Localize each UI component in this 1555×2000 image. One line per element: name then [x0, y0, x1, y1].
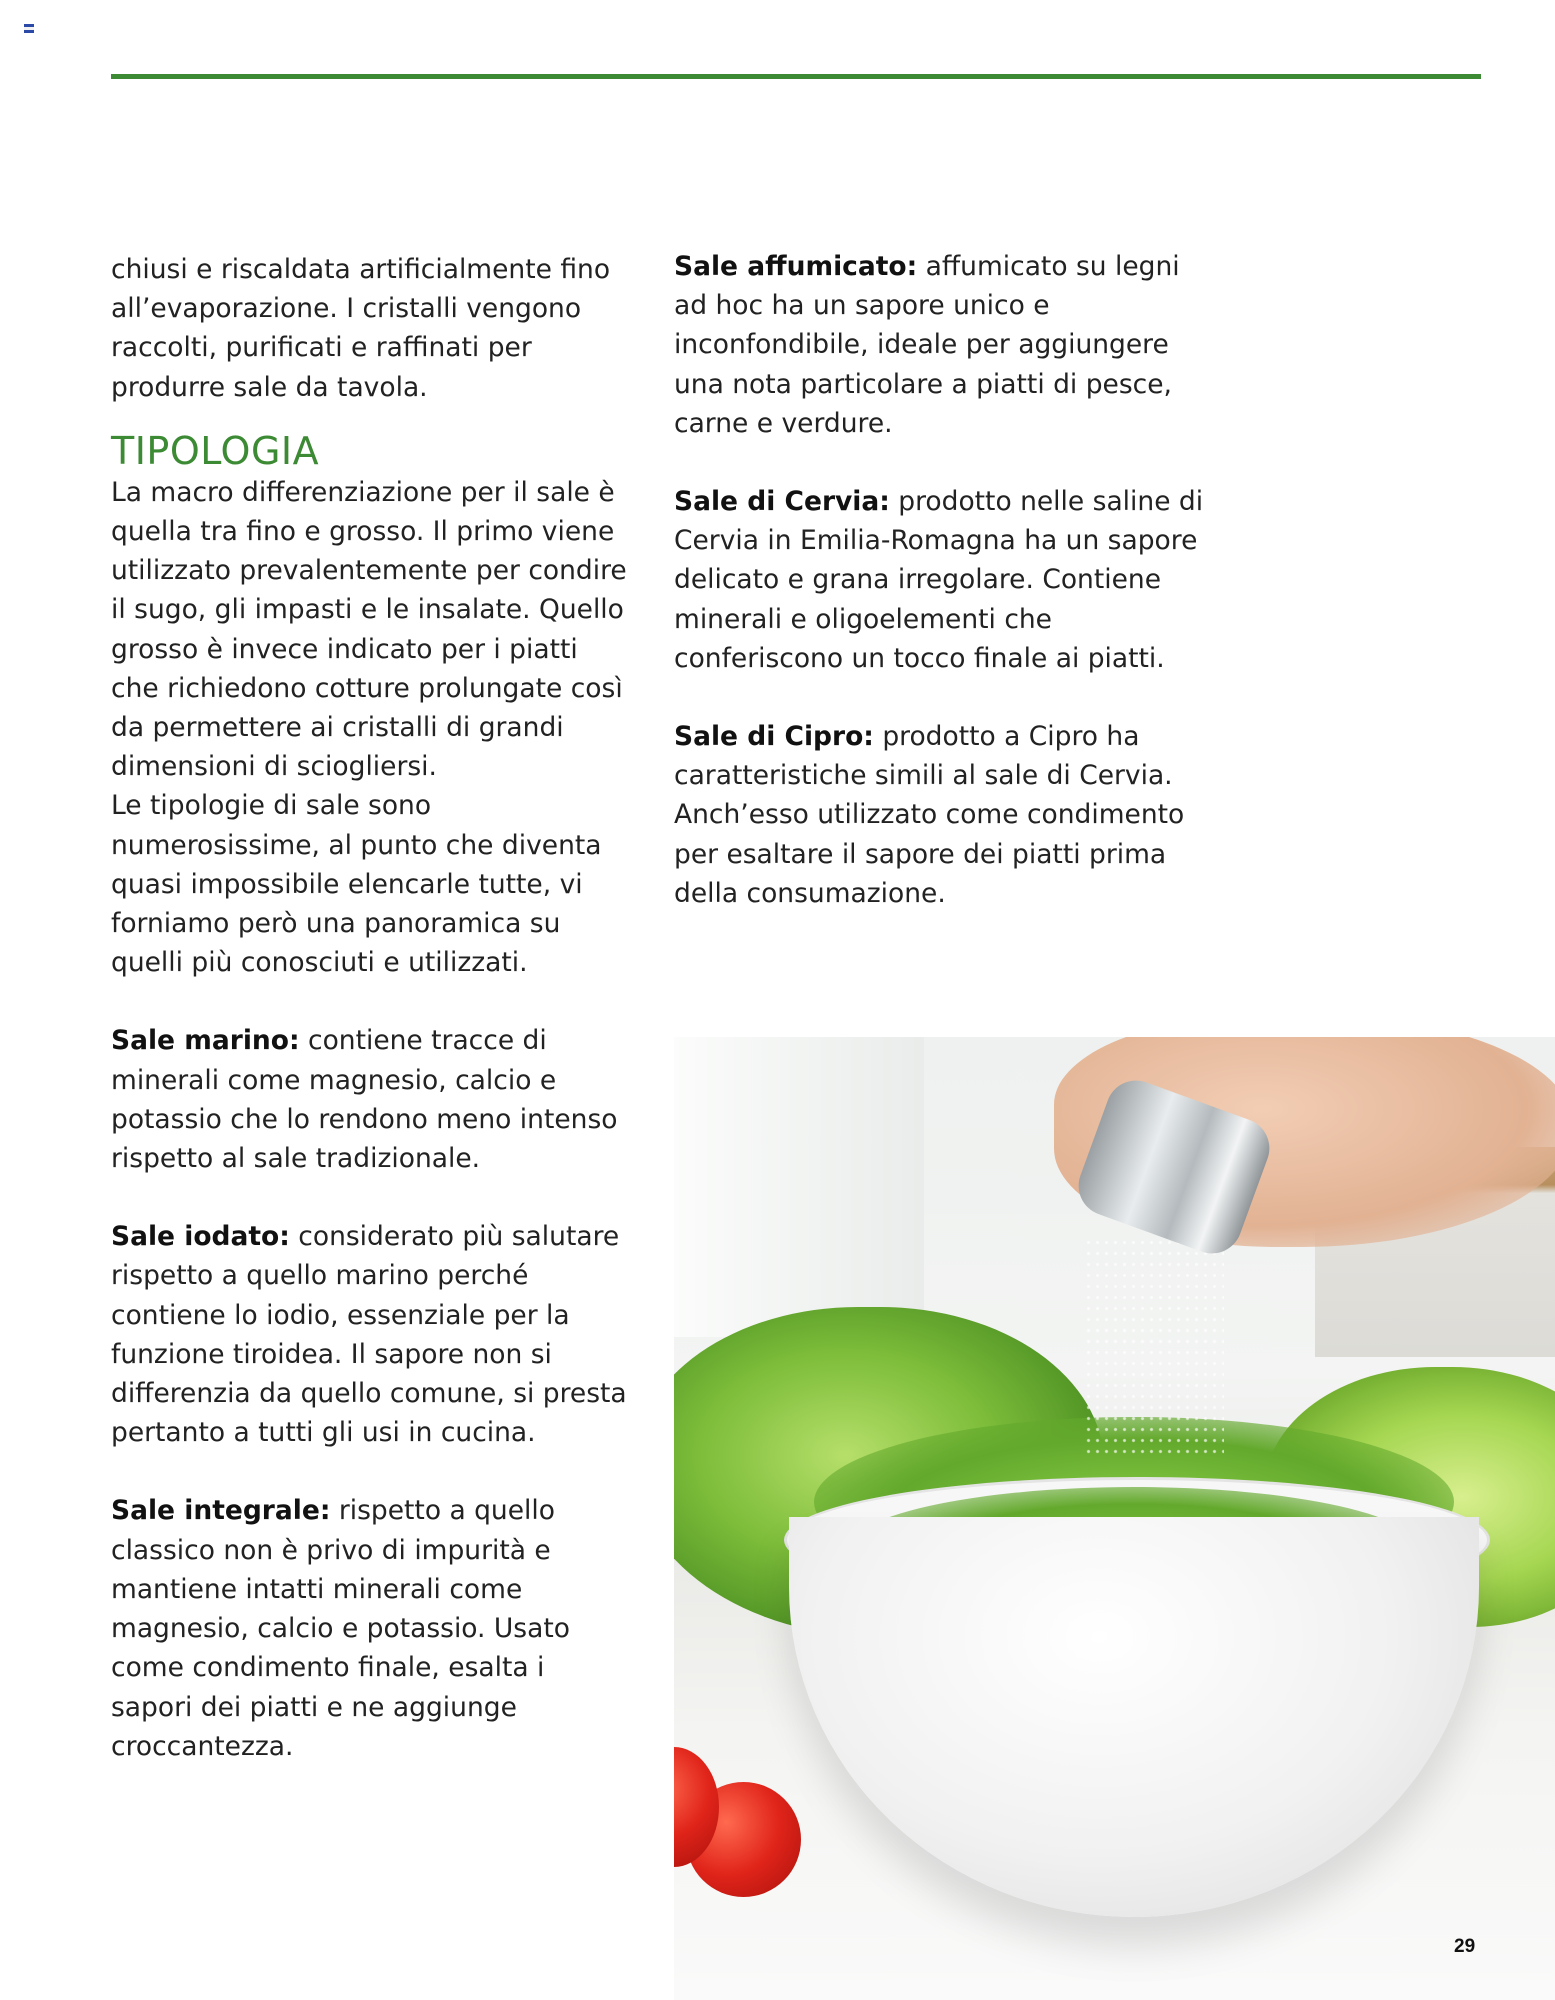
salt-type-text: affumicato su legni ad hoc ha un sapore unico e inconfondibile, ideale per aggiungere una nota particolare a piatti di pesce, carne e verdure.: [674, 251, 1180, 439]
salt-type-item: [674, 482, 1204, 678]
photo-window: [674, 1037, 924, 1337]
salt-type-item: [674, 247, 1204, 443]
intro-paragraph: chiusi e riscaldata artificialmente fino all’evaporazione. I cristalli vengono raccolti, purificati e raffinati per produrre sale da tavola.: [111, 254, 611, 403]
salt-type-text: considerato più salutare rispetto a quello marino perché contiene lo iodio, essenziale per la funzione tiroidea. Il sapore non si differenzia da quello comune, si presta pertanto a tutti gli usi in cucina.: [111, 1221, 627, 1449]
salt-type-term: Sale integrale:: [111, 1495, 331, 1527]
right-column: [674, 247, 1204, 913]
salt-type-item: [674, 717, 1204, 913]
left-column: [111, 250, 631, 1766]
salt-type-text: rispetto a quello classico non è privo di impurità e mantiene intatti minerali come magnesio, calcio e potassio. Usato come condimento finale, esalta i sapori dei piatti e ne aggiunge croccantezza.: [111, 1495, 570, 1762]
salt-type-term: Sale marino:: [111, 1025, 300, 1057]
salt-type-text: prodotto a Cipro ha caratteristiche simili al sale di Cervia. Anch’esso utilizzato come condimento per esaltare il sapore dei piatti prima della consumazione.: [674, 721, 1185, 909]
salt-type-term: Sale affumicato:: [674, 251, 918, 282]
salt-type-item: [111, 1491, 631, 1765]
salt-type-item: [111, 1217, 631, 1452]
salad-salting-photo: [674, 1037, 1555, 2000]
salt-type-text: prodotto nelle saline di Cervia in Emilia-Romagna ha un sapore delicato e grana irregolare. Contiene minerali e oligoelementi che conferiscono un tocco finale ai piatti.: [674, 486, 1204, 674]
salt-type-text: contiene tracce di minerali come magnesio, calcio e potassio che lo rendono meno intenso rispetto al sale tradizionale.: [111, 1025, 618, 1175]
flag-icon: [24, 24, 34, 33]
header-rule: [111, 74, 1481, 79]
salt-type-term: Sale di Cipro:: [674, 721, 874, 753]
section-heading: TIPOLOGIA: [111, 428, 320, 473]
salt-type-term: Sale di Cervia:: [674, 486, 890, 518]
salt-type-item: [111, 1021, 631, 1178]
body-paragraph: Le tipologie di sale sono numerosissime, al punto che diventa quasi impossibile elencarle tutte, vi forniamo però una panoramica su quelli più conosciuti e utilizzati.: [111, 790, 602, 979]
salt-type-term: Sale iodato:: [111, 1221, 290, 1253]
body-paragraph: La macro differenziazione per il sale è quella tra fino e grosso. Il primo viene utilizzato prevalentemente per condire il sugo, gli impasti e le insalate. Quello grosso è invece indicato per i piatti che richiedono cotture prolungate così da permettere ai cristalli di grandi dimensioni di sciogliersi.: [111, 476, 627, 783]
salt-grains: [1084, 1237, 1224, 1457]
page-number: 29: [1454, 1936, 1476, 1957]
